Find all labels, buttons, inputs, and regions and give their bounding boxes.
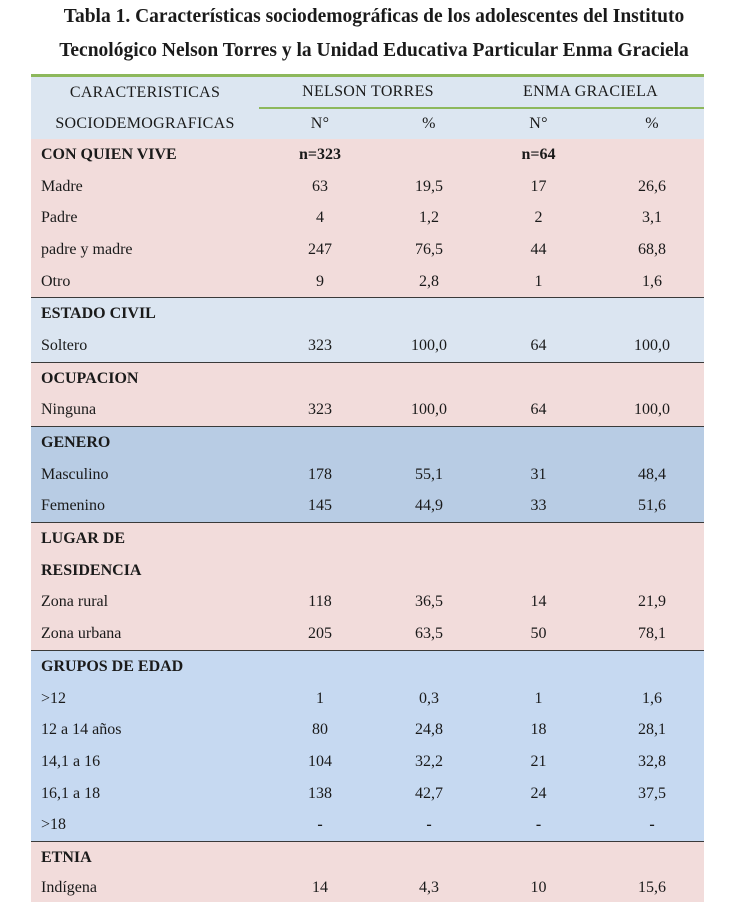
row-label: Zona urbana [31,618,259,650]
cell-pct-nelson: 100,0 [381,330,477,362]
table-row [31,266,704,298]
cell-pct-enma: - [600,809,704,841]
table-row [31,618,704,650]
cell-pct-enma: 78,1 [600,618,704,650]
row-label: 14,1 a 16 [31,746,259,778]
section-row [31,842,704,874]
row-label: Padre [31,202,259,234]
cell-n-enma: 1 [477,266,600,298]
cell-pct-nelson: 55,1 [381,459,477,491]
cell-pct-nelson: 24,8 [381,714,477,746]
cell-pct-nelson: - [381,809,477,841]
header-n-enma: N° [477,108,600,139]
row-label: Otro [31,266,259,298]
row-label: 12 a 14 años [31,714,259,746]
cell-pct-enma: 37,5 [600,778,704,810]
table-row [31,330,704,362]
cell-pct-nelson: 42,7 [381,778,477,810]
cell-pct-enma: 21,9 [600,587,704,619]
cell-pct-enma: 48,4 [600,459,704,491]
cell-n-enma: 2 [477,202,600,234]
cell-pct-enma: 68,8 [600,234,704,266]
cell-pct-enma: 26,6 [600,171,704,203]
header-pct-enma: % [600,108,704,139]
table-row [31,714,704,746]
table-row [31,171,704,203]
table-row [31,874,704,902]
sociodemographic-table [31,74,704,902]
cell-pct-enma: 100,0 [600,395,704,427]
section-n-enma: n=64 [477,139,600,171]
row-label: Indígena [31,874,259,902]
cell-n-enma: 1 [477,683,600,715]
cell-pct-enma: 28,1 [600,714,704,746]
table-row [31,202,704,234]
cell-pct-enma: 15,6 [600,874,704,902]
cell-n-enma: 44 [477,234,600,266]
cell-pct-nelson: 4,3 [381,874,477,902]
cell-pct-nelson: 100,0 [381,395,477,427]
cell-n-nelson: 178 [259,459,381,491]
table-row [31,746,704,778]
cell-n-nelson: 63 [259,171,381,203]
cell-n-nelson: 80 [259,714,381,746]
cell-pct-nelson: 19,5 [381,171,477,203]
cell-pct-enma: 1,6 [600,266,704,298]
cell-n-nelson: 138 [259,778,381,810]
section-title-line2: RESIDENCIA [31,555,259,587]
section-row [31,362,704,394]
cell-pct-enma: 32,8 [600,746,704,778]
section-title: CON QUIEN VIVE [31,139,259,171]
cell-n-nelson: 323 [259,395,381,427]
table-row [31,809,704,841]
cell-n-nelson: 247 [259,234,381,266]
section-row [31,427,704,459]
section-row-continued [31,555,704,587]
cell-pct-enma: 100,0 [600,330,704,362]
row-label: Soltero [31,330,259,362]
cell-n-nelson: 118 [259,587,381,619]
section-row [31,523,704,555]
cell-n-enma: 18 [477,714,600,746]
cell-pct-nelson: 44,9 [381,491,477,523]
section-title: LUGAR DE [31,523,259,555]
cell-pct-nelson: 2,8 [381,266,477,298]
cell-n-enma: 50 [477,618,600,650]
section-title: ESTADO CIVIL [31,298,259,330]
cell-pct-nelson: 76,5 [381,234,477,266]
cell-n-enma: 14 [477,587,600,619]
section-title: ETNIA [31,842,259,874]
header-pct-nelson: % [381,108,477,139]
cell-n-enma: 10 [477,874,600,902]
row-label: 16,1 a 18 [31,778,259,810]
cell-n-nelson: 14 [259,874,381,902]
table-row [31,491,704,523]
table-row [31,395,704,427]
caption-line-2: Tecnológico Nelson Torres y la Unidad Educativa Particular Enma Graciela [59,40,689,61]
caption-line-1: Tabla 1. Características sociodemográficas de los adolescentes del Instituto [63,6,685,27]
section-row [31,651,704,683]
cell-pct-nelson: 0,3 [381,683,477,715]
cell-n-enma: 31 [477,459,600,491]
cell-n-enma: - [477,809,600,841]
cell-n-nelson: 205 [259,618,381,650]
cell-n-enma: 17 [477,171,600,203]
header-n-nelson: N° [259,108,381,139]
row-label: Ninguna [31,395,259,427]
section-title: GRUPOS DE EDAD [31,651,259,683]
header-characteristics-line2: SOCIODEMOGRAFICAS [55,115,235,132]
cell-n-enma: 64 [477,330,600,362]
row-label: Madre [31,171,259,203]
section-title: OCUPACION [31,362,259,394]
section-title: GENERO [31,427,259,459]
cell-pct-nelson: 1,2 [381,202,477,234]
cell-n-nelson: 4 [259,202,381,234]
table-row [31,587,704,619]
header-characteristics-line1: CARACTERISTICAS [69,84,221,101]
cell-n-nelson: 1 [259,683,381,715]
table-row [31,234,704,266]
section-row [31,298,704,330]
table-row [31,459,704,491]
header-group-nelson-torres: NELSON TORRES [259,76,477,109]
cell-n-nelson: - [259,809,381,841]
row-label: >12 [31,683,259,715]
cell-pct-nelson: 63,5 [381,618,477,650]
row-label: padre y madre [31,234,259,266]
cell-n-enma: 21 [477,746,600,778]
header-characteristics [31,76,259,140]
header-group-enma-graciela: ENMA GRACIELA [477,76,704,109]
row-label: Masculino [31,459,259,491]
table-row [31,683,704,715]
row-label: Zona rural [31,587,259,619]
cell-n-nelson: 145 [259,491,381,523]
table-row [31,778,704,810]
cell-pct-nelson: 36,5 [381,587,477,619]
section-n-nelson: n=323 [259,139,381,171]
cell-n-nelson: 9 [259,266,381,298]
cell-pct-enma: 1,6 [600,683,704,715]
cell-pct-enma: 51,6 [600,491,704,523]
cell-n-enma: 24 [477,778,600,810]
cell-n-enma: 33 [477,491,600,523]
row-label: Femenino [31,491,259,523]
cell-n-enma: 64 [477,395,600,427]
section-row [31,139,704,171]
cell-n-nelson: 323 [259,330,381,362]
cell-pct-nelson: 32,2 [381,746,477,778]
row-label: >18 [31,809,259,841]
cell-pct-enma: 3,1 [600,202,704,234]
cell-n-nelson: 104 [259,746,381,778]
